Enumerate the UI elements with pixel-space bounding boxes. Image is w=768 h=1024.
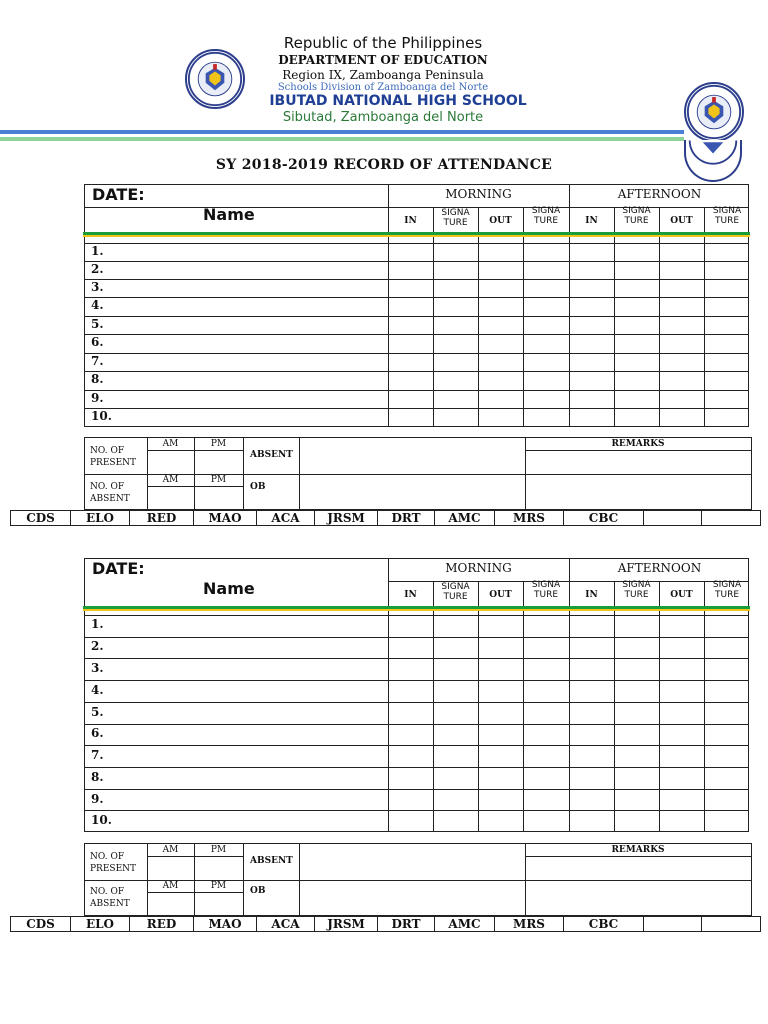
- initials-cell: CBC: [564, 917, 644, 931]
- initials-cell: DRT: [378, 917, 435, 931]
- initials-row-1: [10, 510, 761, 526]
- initials-cell: ACA: [257, 917, 315, 931]
- header-region: Region IX, Zamboanga Peninsula: [282, 68, 484, 82]
- am-label: AM: [162, 881, 179, 891]
- am-out-header: OUT: [489, 590, 512, 600]
- no-of-absent-label: NO. OF ABSENT: [90, 887, 130, 909]
- header-stripe-green: [0, 137, 684, 141]
- header-department: DEPARTMENT OF EDUCATION: [278, 53, 488, 67]
- row-number: 8.: [91, 770, 104, 784]
- header-country: Republic of the Philippines: [283, 34, 483, 52]
- row-number: 3.: [91, 661, 104, 675]
- no-of-absent-label: NO. OF ABSENT: [90, 482, 130, 504]
- initials-cell: DRT: [378, 511, 435, 525]
- initials-cell: CDS: [11, 917, 71, 931]
- initials-cell: JRSM: [315, 917, 378, 931]
- initials-cell: RED: [130, 917, 194, 931]
- initials-cell: ELO: [71, 511, 130, 525]
- header-stripe-blue: [0, 130, 684, 134]
- am-label: AM: [162, 475, 179, 485]
- row-number: 10.: [91, 409, 112, 423]
- initials-cell: CBC: [564, 511, 644, 525]
- am-signature-out-header: SIGNA TURE: [531, 580, 561, 600]
- am-label: AM: [162, 439, 179, 449]
- name-column-header: Name: [203, 579, 255, 598]
- row-number: 5.: [91, 317, 104, 331]
- initials-cell: MRS: [495, 511, 564, 525]
- row-number: 9.: [91, 792, 104, 806]
- am-label: AM: [162, 845, 179, 855]
- pm-signature-out-header: SIGNA TURE: [712, 206, 742, 226]
- initials-cell: [644, 511, 702, 525]
- header-division: Schools Division of Zamboanga del Norte: [277, 82, 489, 93]
- initials-cell: ELO: [71, 917, 130, 931]
- attendance-sheet-1: [84, 184, 749, 427]
- document-title: SY 2018-2019 RECORD OF ATTENDANCE: [215, 157, 553, 173]
- pm-signature-out-header: SIGNA TURE: [712, 580, 742, 600]
- row-number: 3.: [91, 280, 104, 294]
- am-in-header: IN: [404, 590, 417, 600]
- row-number: 6.: [91, 726, 104, 740]
- pm-in-header: IN: [585, 590, 598, 600]
- no-of-present-label: NO. OF PRESENT: [90, 446, 137, 468]
- initials-cell: [644, 917, 702, 931]
- ob-label: OB: [250, 482, 266, 492]
- pm-label: PM: [210, 439, 227, 449]
- row-number: 2.: [91, 262, 104, 276]
- pm-signature-in-header: SIGNA TURE: [622, 580, 651, 600]
- no-of-present-label: NO. OF PRESENT: [90, 852, 137, 874]
- row-number: 4.: [91, 298, 104, 312]
- initials-cell: AMC: [435, 917, 495, 931]
- date-label: DATE:: [92, 559, 145, 578]
- pm-label: PM: [210, 845, 227, 855]
- pm-label: PM: [210, 475, 227, 485]
- am-signature-in-header: SIGNA TURE: [441, 582, 470, 602]
- pm-signature-in-header: SIGNA TURE: [622, 206, 651, 226]
- row-number: 10.: [91, 813, 112, 827]
- attendance-summary-2: [84, 843, 752, 916]
- row-number: 6.: [91, 335, 104, 349]
- attendance-summary-1: [84, 437, 752, 510]
- afternoon-header: AFTERNOON: [617, 187, 702, 201]
- green-divider-bar: [83, 232, 750, 237]
- remarks-label: REMARKS: [611, 439, 665, 449]
- header-school-name: IBUTAD NATIONAL HIGH SCHOOL: [269, 93, 527, 109]
- date-label: DATE:: [92, 185, 145, 204]
- am-signature-out-header: SIGNA TURE: [531, 206, 561, 226]
- absent-label: ABSENT: [250, 450, 293, 460]
- ob-label: OB: [250, 886, 266, 896]
- morning-header: MORNING: [445, 187, 512, 201]
- row-number: 8.: [91, 372, 104, 386]
- afternoon-header: AFTERNOON: [617, 561, 702, 575]
- morning-header: MORNING: [445, 561, 512, 575]
- row-number: 1.: [91, 244, 104, 258]
- initials-cell: MAO: [194, 511, 257, 525]
- initials-cell: MAO: [194, 917, 257, 931]
- attendance-sheet-2: [84, 558, 749, 832]
- row-number: 7.: [91, 354, 104, 368]
- row-number: 4.: [91, 683, 104, 697]
- pm-in-header: IN: [585, 216, 598, 226]
- absent-label: ABSENT: [250, 856, 293, 866]
- name-column-header: Name: [203, 205, 255, 224]
- initials-cell: CDS: [11, 511, 71, 525]
- row-number: 5.: [91, 705, 104, 719]
- initials-cell: [702, 917, 760, 931]
- row-number: 2.: [91, 639, 104, 653]
- initials-cell: RED: [130, 511, 194, 525]
- initials-cell: [702, 511, 760, 525]
- remarks-label: REMARKS: [611, 845, 665, 855]
- am-in-header: IN: [404, 216, 417, 226]
- header-school-address: Sibutad, Zamboanga del Norte: [282, 110, 484, 125]
- initials-cell: AMC: [435, 511, 495, 525]
- green-divider-bar: [83, 606, 750, 611]
- initials-cell: JRSM: [315, 511, 378, 525]
- deped-seal-right-top: [684, 82, 744, 142]
- initials-row-2: [10, 916, 761, 932]
- pm-out-header: OUT: [670, 216, 693, 226]
- initials-cell: MRS: [495, 917, 564, 931]
- row-number: 7.: [91, 748, 104, 762]
- am-signature-in-header: SIGNA TURE: [441, 208, 470, 228]
- pm-out-header: OUT: [670, 590, 693, 600]
- row-number: 1.: [91, 617, 104, 631]
- row-number: 9.: [91, 391, 104, 405]
- am-out-header: OUT: [489, 216, 512, 226]
- initials-cell: ACA: [257, 511, 315, 525]
- pm-label: PM: [210, 881, 227, 891]
